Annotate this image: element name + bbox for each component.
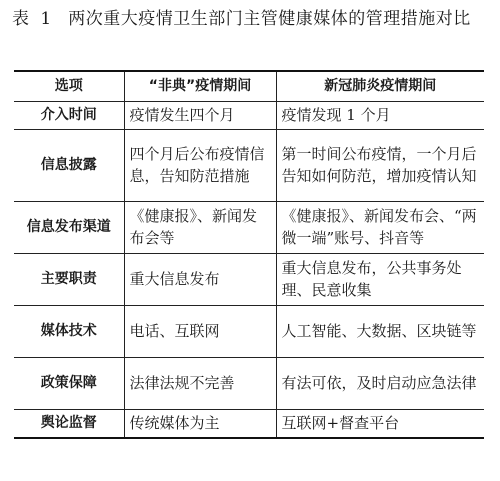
header-sars-period: “非典”疫情期间 xyxy=(124,71,276,102)
covid-cell: 人工智能、大数据、区块链等 xyxy=(276,306,484,358)
covid-cell: 第一时间公布疫情，一个月后告知如何防范，增加疫情认知 xyxy=(276,130,484,202)
table-row xyxy=(14,254,484,306)
header-option: 选项 xyxy=(14,71,124,102)
table-row xyxy=(14,102,484,130)
covid-cell: 重大信息发布，公共事务处理、民意收集 xyxy=(276,254,484,306)
table-caption xyxy=(12,6,490,33)
header-covid-period: 新冠肺炎疫情期间 xyxy=(276,71,484,102)
covid-cell: 疫情发现 1 个月 xyxy=(276,102,484,130)
row-label: 主要职责 xyxy=(14,254,124,306)
row-label: 舆论监督 xyxy=(14,410,124,439)
sars-cell: 四个月后公布疫情信息，告知防范措施 xyxy=(124,130,276,202)
table-row xyxy=(14,358,484,410)
sars-cell: 《健康报》、新闻发布会等 xyxy=(124,202,276,254)
table-title: 两次重大疫情卫生部门主管健康媒体的管理措施对比 xyxy=(68,9,471,29)
sars-cell: 法律法规不完善 xyxy=(124,358,276,410)
row-label: 信息披露 xyxy=(14,130,124,202)
sars-cell: 重大信息发布 xyxy=(124,254,276,306)
table-number: 表 1 xyxy=(12,9,55,29)
row-label: 介入时间 xyxy=(14,102,124,130)
row-label: 信息发布渠道 xyxy=(14,202,124,254)
table-row xyxy=(14,130,484,202)
row-label: 媒体技术 xyxy=(14,306,124,358)
covid-cell: 《健康报》、新闻发布会、“两微一端”账号、抖音等 xyxy=(276,202,484,254)
table-row xyxy=(14,202,484,254)
covid-cell: 互联网+督查平台 xyxy=(276,410,484,439)
table-header-row xyxy=(14,71,484,102)
covid-cell: 有法可依，及时启动应急法律 xyxy=(276,358,484,410)
sars-cell: 传统媒体为主 xyxy=(124,410,276,439)
row-label: 政策保障 xyxy=(14,358,124,410)
sars-cell: 疫情发生四个月 xyxy=(124,102,276,130)
table-row xyxy=(14,410,484,439)
sars-cell: 电话、互联网 xyxy=(124,306,276,358)
comparison-table xyxy=(14,70,484,439)
table-row xyxy=(14,306,484,358)
